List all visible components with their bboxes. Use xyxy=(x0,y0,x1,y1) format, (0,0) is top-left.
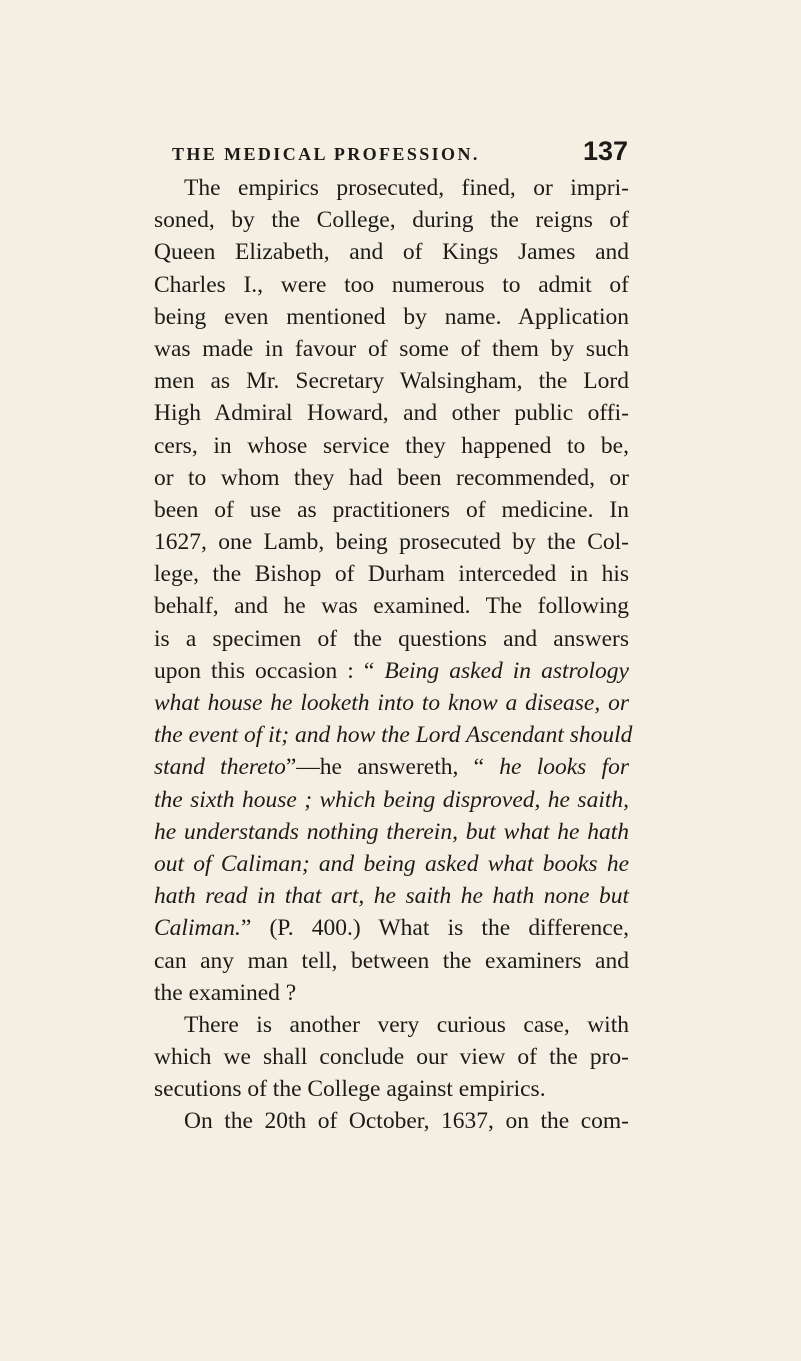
text-line xyxy=(154,880,629,912)
text-line xyxy=(154,784,629,816)
text-line xyxy=(154,526,629,558)
text-segment: Charles I., were too numerous to admit of xyxy=(154,271,629,298)
italic-text: he understands nothing therein, but what he hath xyxy=(154,818,629,845)
running-head xyxy=(172,136,628,176)
text-segment: men as Mr. Secretary Walsingham, the Lord xyxy=(154,368,629,395)
text-segment: 1627, one Lamb, being prosecuted by the Col- xyxy=(154,529,629,556)
italic-text: out of Caliman; and being asked what books he xyxy=(154,850,629,877)
text-segment: been of use as practitioners of medicine. In xyxy=(154,496,629,523)
text-segment: High Admiral Howard, and other public offi- xyxy=(154,400,629,427)
text-segment: upon this occasion : “ xyxy=(154,657,385,684)
text-line xyxy=(154,719,633,751)
text-segment: being even mentioned by name. Application xyxy=(154,303,629,330)
text-line xyxy=(154,590,629,622)
text-line xyxy=(154,751,629,783)
running-title: THE MEDICAL PROFESSION. xyxy=(172,144,480,164)
text-line xyxy=(154,816,629,848)
text-segment: is a specimen of the questions and answers xyxy=(154,625,629,652)
text-line xyxy=(154,1105,629,1137)
text-line xyxy=(154,977,629,1009)
text-line xyxy=(154,848,629,880)
text-line xyxy=(154,1073,629,1105)
italic-text: hath read in that art, he saith he hath none but xyxy=(154,883,629,910)
text-segment: was made in favour of some of them by such xyxy=(154,335,629,362)
text-segment: secutions of the College against empirics. xyxy=(154,1076,546,1103)
text-line xyxy=(154,912,629,944)
text-line xyxy=(154,365,629,397)
text-line xyxy=(154,945,629,977)
text-line xyxy=(154,301,629,333)
text-segment: lege, the Bishop of Durham interceded in his xyxy=(154,561,629,588)
italic-text: Caliman. xyxy=(154,915,241,942)
text-segment: the examined ? xyxy=(154,979,297,1006)
text-segment: ”—he answereth, “ xyxy=(285,754,500,781)
text-segment: Queen Elizabeth, and of Kings James and xyxy=(154,239,629,266)
page-number: 137 xyxy=(582,136,628,166)
text-line xyxy=(154,269,629,301)
text-segment: ” (P. 400.) What is the difference, xyxy=(240,915,629,942)
text-segment: soned, by the College, during the reigns of xyxy=(154,207,629,234)
italic-text: the event of it; and how the Lord Ascendant should xyxy=(154,722,633,749)
italic-text: stand thereto xyxy=(154,754,286,781)
text-segment: behalf, and he was examined. The following xyxy=(154,593,629,620)
text-segment: can any man tell, between the examiners and xyxy=(154,947,629,974)
text-line xyxy=(154,172,629,204)
text-line xyxy=(154,397,629,429)
text-line xyxy=(154,687,629,719)
italic-text: Being asked in astrology xyxy=(384,657,629,684)
text-line xyxy=(154,236,629,268)
body-text xyxy=(154,172,633,1138)
text-line xyxy=(154,204,629,236)
text-segment: The empirics prosecuted, fined, or impri- xyxy=(184,175,629,201)
text-line xyxy=(154,623,629,655)
text-line xyxy=(154,1009,629,1041)
text-line xyxy=(154,1041,629,1073)
italic-text: the sixth house ; which being disproved, he saith, xyxy=(154,786,629,813)
italic-text: what house he looketh into to know a disease, or xyxy=(154,690,629,716)
text-segment: which we shall conclude our view of the pro- xyxy=(154,1044,629,1071)
text-line xyxy=(154,462,629,494)
text-segment: or to whom they had been recommended, or xyxy=(154,464,629,491)
text-segment: On the 20th of October, 1637, on the com- xyxy=(184,1108,629,1135)
text-segment: cers, in whose service they happened to be, xyxy=(154,432,629,459)
text-line xyxy=(154,333,629,365)
text-segment: There is another very curious case, with xyxy=(184,1011,629,1038)
text-line xyxy=(154,430,629,462)
italic-text: he looks for xyxy=(499,754,629,781)
text-line xyxy=(154,655,629,687)
text-line xyxy=(154,494,629,526)
text-line xyxy=(154,558,629,590)
